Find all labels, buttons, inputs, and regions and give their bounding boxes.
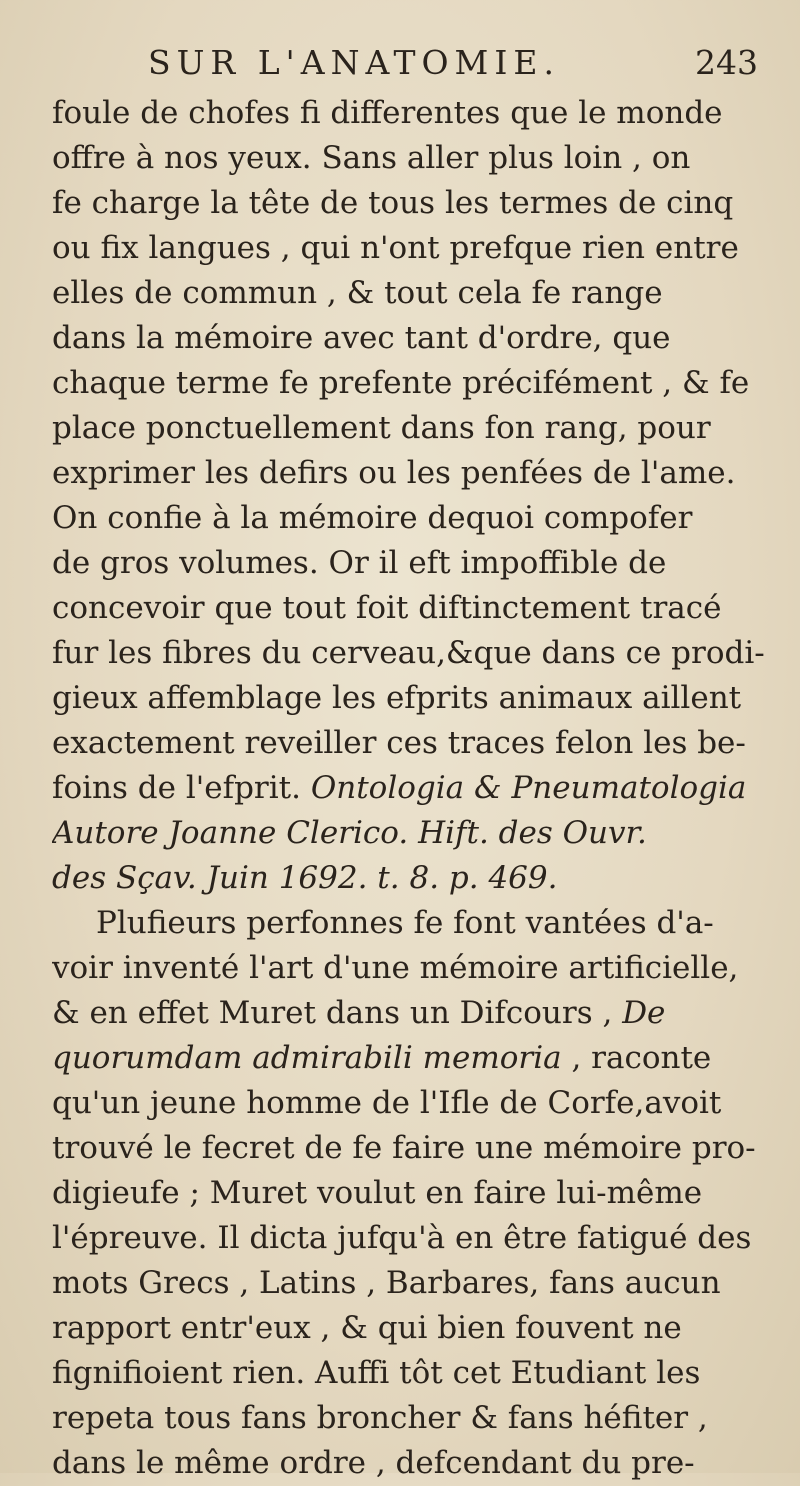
- text-line: [52, 136, 792, 181]
- text-line: [52, 901, 792, 946]
- body-text: [52, 91, 792, 1486]
- text-segment: l'épreuve. Il dicta jufqu'à en être fatigué des: [52, 1220, 752, 1256]
- text-line: [52, 631, 792, 676]
- text-line: [52, 451, 792, 496]
- text-segment: dans le même ordre , defcendant du pre-: [52, 1445, 695, 1481]
- text-line: [52, 181, 792, 226]
- text-line: [52, 1351, 792, 1396]
- running-title: SUR L'ANATOMIE.: [148, 43, 560, 82]
- text-segment: dans la mémoire avec tant d'ordre, que: [52, 320, 671, 356]
- text-line: [52, 946, 792, 991]
- text-segment: digieufe ; Muret voulut en faire lui-même: [52, 1175, 703, 1211]
- running-head: [148, 40, 758, 86]
- text-segment: de gros volumes. Or il eft impoffible de: [52, 545, 667, 581]
- text-line: [52, 1036, 792, 1081]
- text-segment: foins de l'efprit.: [52, 770, 311, 806]
- italic-segment: quorumdam admirabili memoria: [52, 1040, 562, 1076]
- text-segment: , raconte: [561, 1040, 712, 1076]
- text-segment: mots Grecs , Latins , Barbares, fans aucun: [52, 1265, 721, 1301]
- text-line: [52, 496, 792, 541]
- text-line: [52, 406, 792, 451]
- text-line: [52, 1441, 792, 1486]
- text-line: [52, 721, 792, 766]
- text-line: [52, 226, 792, 271]
- text-segment: elles de commun , & tout cela fe range: [52, 275, 663, 311]
- text-line: [52, 856, 792, 901]
- text-segment: On confie à la mémoire dequoi compofer: [52, 500, 693, 536]
- text-line: [52, 361, 792, 406]
- text-line: [52, 676, 792, 721]
- text-line: [52, 766, 792, 811]
- italic-segment: des Sçav. Juin 1692. t. 8. p. 469.: [52, 860, 558, 896]
- text-segment: concevoir que tout foit diftinctement tracé: [52, 590, 722, 626]
- text-line: [52, 91, 792, 136]
- text-segment: offre à nos yeux. Sans aller plus loin , on: [52, 140, 691, 176]
- text-segment: exprimer les defirs ou les penfées de l'ame.: [52, 455, 736, 491]
- text-segment: trouvé le fecret de fe faire une mémoire pro-: [52, 1130, 756, 1166]
- page-number: 243: [695, 43, 758, 82]
- text-segment: & en effet Muret dans un Difcours ,: [52, 995, 623, 1031]
- text-segment: voir inventé l'art d'une mémoire artificielle,: [52, 950, 739, 986]
- text-line: [52, 1306, 792, 1351]
- text-segment: fignifioient rien. Auffi tôt cet Etudiant les: [52, 1355, 701, 1391]
- text-line: [52, 1216, 792, 1261]
- text-segment: fe charge la tête de tous les termes de cinq: [52, 185, 734, 221]
- text-line: [52, 586, 792, 631]
- text-segment: gieux affemblage les efprits animaux aillent: [52, 680, 742, 716]
- text-segment: place ponctuellement dans fon rang, pour: [52, 410, 711, 446]
- text-line: [52, 811, 792, 856]
- text-line: [52, 541, 792, 586]
- text-line: [52, 316, 792, 361]
- text-line: [52, 1396, 792, 1441]
- text-segment: exactement reveiller ces traces felon les be-: [52, 725, 746, 761]
- text-line: [52, 1261, 792, 1306]
- text-line: [52, 1081, 792, 1126]
- italic-segment: Ontologia & Pneumatologia: [310, 770, 747, 806]
- text-line: [52, 1126, 792, 1171]
- italic-segment: De: [622, 995, 666, 1031]
- text-line: [52, 271, 792, 316]
- text-segment: foule de chofes fi differentes que le monde: [52, 95, 723, 131]
- text-segment: rapport entr'eux , & qui bien fouvent ne: [52, 1310, 682, 1346]
- text-segment: fur les fibres du cerveau,&que dans ce prodi-: [52, 635, 765, 671]
- text-segment: Plufieurs perfonnes fe font vantées d'a-: [96, 905, 714, 941]
- text-line: [52, 991, 792, 1036]
- italic-segment: Autore Joanne Clerico. Hift. des Ouvr.: [52, 815, 647, 851]
- text-segment: ou fix langues , qui n'ont prefque rien entre: [52, 230, 739, 266]
- text-segment: repeta tous fans broncher & fans héfiter ,: [52, 1400, 708, 1436]
- text-line: [52, 1171, 792, 1216]
- text-segment: chaque terme fe prefente précifément , & fe: [52, 365, 750, 401]
- text-segment: qu'un jeune homme de l'Ifle de Corfe,avoit: [52, 1085, 722, 1121]
